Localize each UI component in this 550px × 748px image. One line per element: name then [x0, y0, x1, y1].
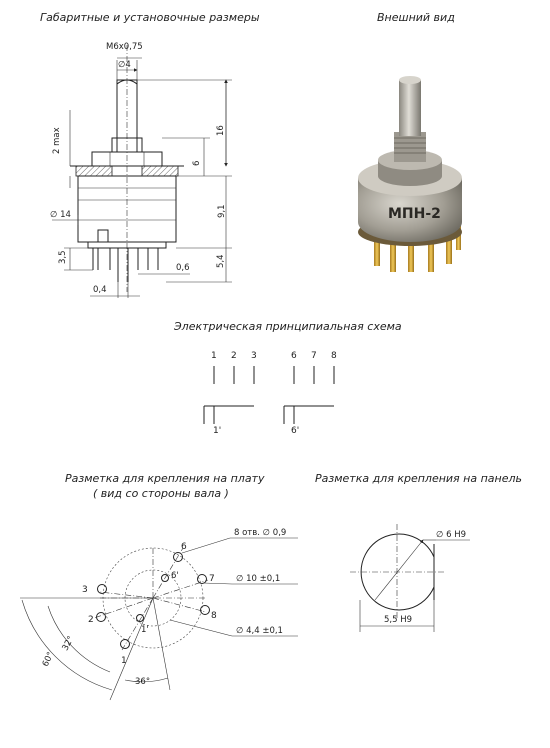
dim-9-1: 9,1	[217, 204, 227, 218]
board-inner-label: ∅ 4,4 ±0,1	[236, 626, 283, 636]
dim-shaft-dia: ∅4	[118, 60, 131, 70]
dim-0-6: 0,6	[176, 263, 190, 273]
board-pin-8: 8	[211, 611, 217, 621]
board-pin-6: 6	[181, 542, 187, 552]
title-board-marking-sub: ( вид со стороны вала )	[93, 487, 229, 500]
board-pin-3: 3	[82, 585, 88, 595]
panel-flat-width: 5,5 H9	[384, 615, 413, 625]
board-angle-36: 36°	[135, 677, 151, 687]
dim-body-dia: ∅ 14	[50, 210, 71, 220]
dim-3-5: 3,5	[58, 250, 68, 264]
panel-marking	[350, 524, 470, 632]
pin-3: 3	[251, 351, 257, 361]
board-marking	[20, 528, 298, 700]
board-pin-1: 1	[121, 656, 127, 666]
common-6: 6'	[291, 426, 300, 436]
dimension-drawing	[50, 42, 232, 298]
board-angle-32: 32°	[60, 634, 77, 653]
title-board-marking: Разметка для крепления на плату	[65, 472, 265, 485]
schematic	[204, 351, 337, 436]
board-circle-label: ∅ 10 ±0,1	[236, 574, 281, 584]
pin-1: 1	[211, 351, 217, 361]
pin-7: 7	[311, 351, 317, 361]
title-panel-marking: Разметка для крепления на панель	[315, 472, 523, 485]
title-dimensions: Габаритные и установочные размеры	[40, 11, 260, 24]
product-photo	[358, 76, 462, 272]
pin-8: 8	[331, 351, 337, 361]
board-center-6: 6'	[171, 571, 179, 581]
dim-6: 6	[192, 160, 202, 166]
photo-marking: МПН-2	[388, 206, 441, 222]
board-pin-2: 2	[88, 615, 94, 625]
title-schematic: Электрическая принципиальная схема	[174, 320, 402, 333]
common-1: 1'	[213, 426, 222, 436]
dim-5-4: 5,4	[216, 254, 226, 268]
title-appearance: Внешний вид	[377, 11, 455, 24]
dim-2max: 2 max	[52, 127, 62, 154]
board-angle-60: 60°	[40, 650, 57, 669]
dim-thread: М6х0,75	[106, 42, 143, 52]
dim-0-4: 0,4	[93, 285, 107, 295]
pin-6: 6	[291, 351, 297, 361]
dim-16: 16	[216, 125, 226, 136]
board-holes-label: 8 отв. ∅ 0,9	[234, 528, 287, 538]
board-pin-7: 7	[209, 574, 215, 584]
panel-hole-dia: ∅ 6 H9	[436, 530, 467, 540]
board-center-1: 1'	[141, 625, 149, 635]
pin-2: 2	[231, 351, 237, 361]
